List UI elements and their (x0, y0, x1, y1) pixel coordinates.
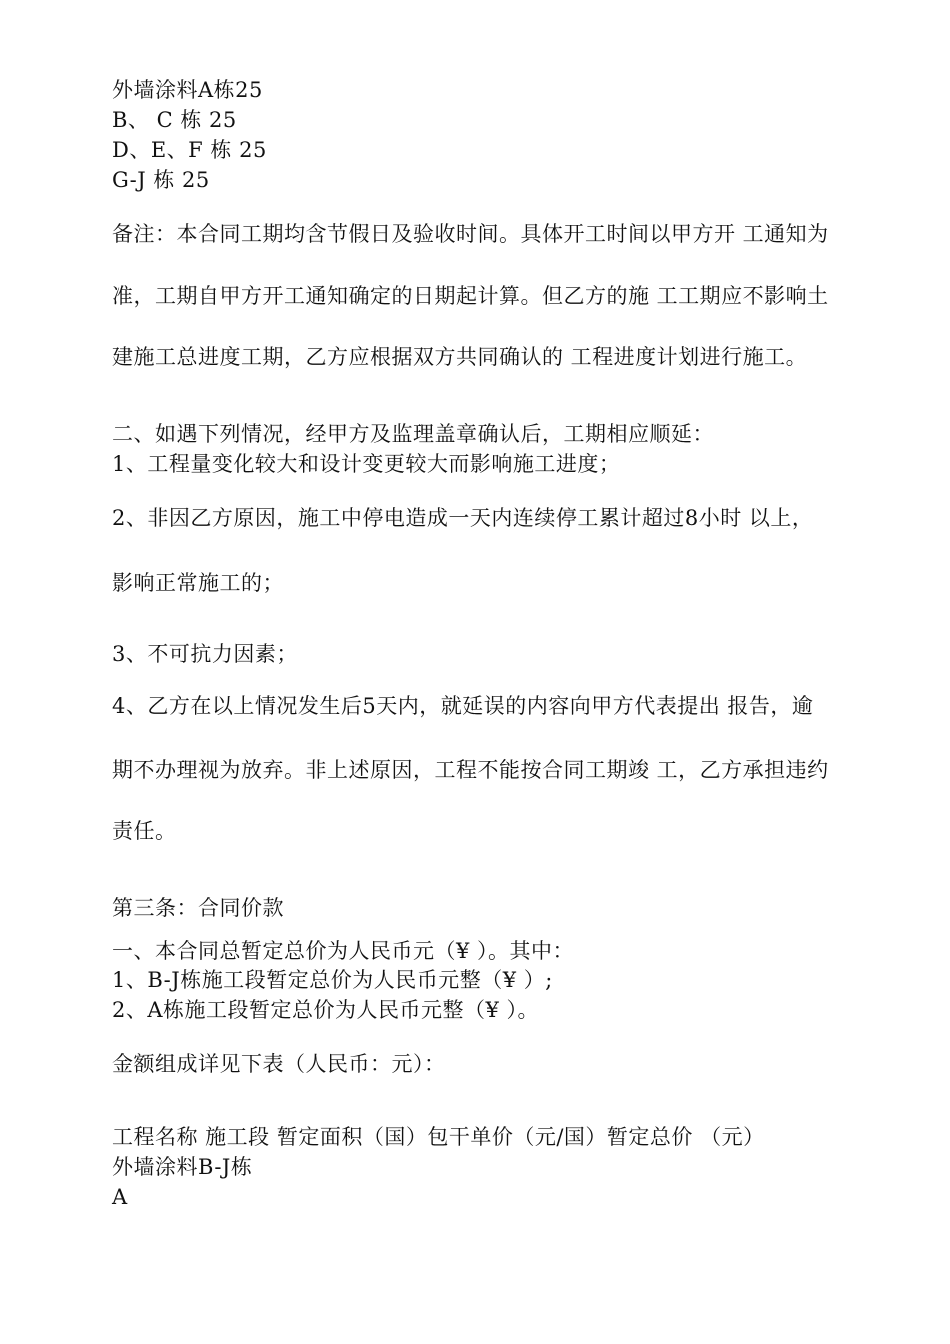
schedule-line-a: 外墙涂料A栋25 (112, 78, 263, 102)
table-row-a: A (112, 1185, 128, 1209)
condition-4-line-3: 责任。 (112, 819, 177, 843)
condition-2-line-1: 2、非因乙方原因，施工中停电造成一天内连续停工累计超过8小时 以上， (112, 506, 814, 530)
condition-1: 1、工程量变化较大和设计变更较大而影响施工进度； (112, 452, 621, 476)
article-three-heading: 第三条：合同价款 (112, 896, 284, 920)
condition-3: 3、不可抗力因素； (112, 642, 298, 666)
price-total-line: 一、本合同总暂定总价为人民币元（¥ ）。其中： (112, 939, 575, 963)
table-header-row: 工程名称 施工段 暂定面积（国）包干单价（元/国）暂定总价 （元） (112, 1125, 765, 1149)
condition-4-line-1: 4、乙方在以上情况发生后5天内，就延误的内容向甲方代表提出 报告，逾 (112, 694, 814, 718)
price-bj-line: 1、B-J栋施工段暂定总价为人民币元整（¥ ）; (112, 968, 553, 992)
schedule-line-def: D、E、F 栋 25 (112, 138, 267, 162)
remark-line-1: 备注：本合同工期均含节假日及验收时间。具体开工时间以甲方开 工通知为 (112, 222, 829, 246)
section-two-heading: 二、如遇下列情况，经甲方及监理盖章确认后，工期相应顺延： (112, 422, 714, 446)
amount-note: 金额组成详见下表（人民币：元）： (112, 1052, 446, 1076)
schedule-line-gj: G-J 栋 25 (112, 168, 210, 192)
remark-line-2: 准，工期自甲方开工通知确定的日期起计算。但乙方的施 工工期应不影响土 (112, 284, 829, 308)
schedule-line-bc: B、 C 栋 25 (112, 108, 237, 132)
condition-2-line-2: 影响正常施工的； (112, 571, 284, 595)
price-a-line: 2、A栋施工段暂定总价为人民币元整（¥ ）。 (112, 998, 540, 1022)
condition-4-line-2: 期不办理视为放弃。非上述原因，工程不能按合同工期竣 工，乙方承担违约 (112, 758, 829, 782)
table-row-bj: 外墙涂料B-J栋 (112, 1155, 253, 1179)
remark-line-3: 建施工总进度工期，乙方应根据双方共同确认的 工程进度计划进行施工。 (112, 345, 808, 369)
